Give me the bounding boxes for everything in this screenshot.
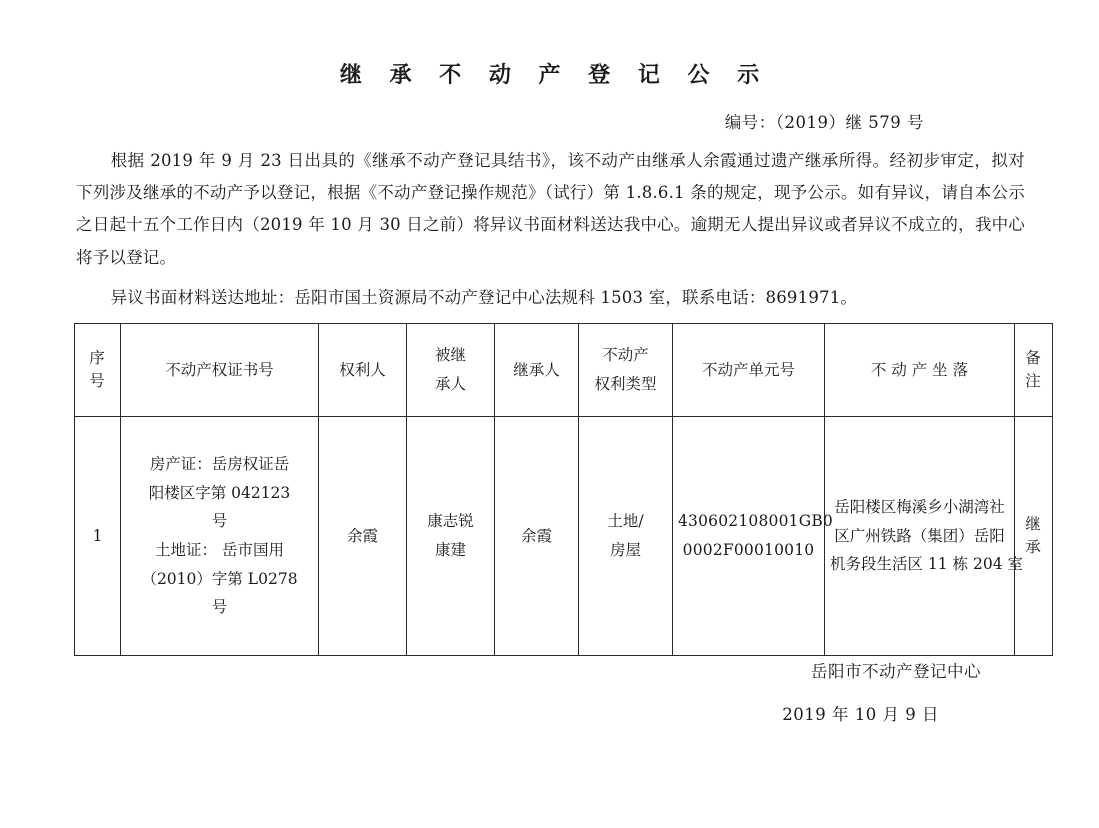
cell-cert — [121, 417, 319, 656]
cell-cert-line2: 阳楼区字第 042123 — [148, 483, 291, 502]
cell-cert-line6: 号 — [211, 598, 228, 617]
header-location-line1: 不 动 产 坐 落 — [870, 360, 969, 379]
header-location — [825, 324, 1015, 417]
cell-type-line1: 土地/ — [607, 512, 644, 531]
cell-type — [579, 417, 673, 656]
paragraph-notice: 根据 2019 年 9 月 23 日出具的《继承不动产登记具结书》，该不动产由继承人余霞通过遗产继承所得。经初步审定，拟对下列涉及继承的不动产予以登记，根据《不动产登记操作规范》（试行）第 1.8.6.1 条的规定，现予公示。如有异议，请自本公示之日起十五个工作日内（2019 年 10 月 30 日之前）将异议书面材料送达我中心。逾期无人提出异议或者异议不成立的，我中心将予以登记。 — [76, 151, 1025, 267]
cell-location-line1: 岳阳楼区梅溪乡小湖湾社 — [834, 497, 1005, 516]
header-seq-line1: 序 — [89, 348, 106, 367]
header-type-line1: 不动产 — [602, 346, 649, 365]
cell-note — [1015, 417, 1053, 656]
document-page — [0, 58, 1099, 828]
cell-inherited-line2: 康建 — [434, 541, 466, 559]
header-owner — [319, 324, 407, 417]
header-cert — [121, 324, 319, 417]
cell-location-line2: 区广州铁路（集团）岳阳 — [834, 526, 1005, 545]
signature-date: 2019 年 10 月 9 日 — [782, 705, 939, 724]
table-header-row — [75, 324, 1053, 417]
header-type — [579, 324, 673, 417]
cell-owner: 余霞 — [319, 417, 407, 656]
header-heir-line1: 继承人 — [513, 360, 560, 379]
paragraph-address: 异议书面材料送达地址：岳阳市国土资源局不动产登记中心法规科 1503 室，联系电话：8691971。 — [110, 287, 858, 307]
header-type-line2: 权利类型 — [594, 375, 657, 393]
cell-heir: 余霞 — [495, 417, 579, 656]
header-seq — [75, 324, 121, 417]
document-number: 编号：（2019）继 579 号 — [724, 113, 924, 132]
registration-table — [74, 323, 1053, 656]
cell-unit-line1: 430602108001GB0 — [678, 512, 833, 531]
header-unit-line1: 不动产单元号 — [701, 360, 795, 379]
cell-cert-line1: 房产证：岳房权证岳 — [149, 454, 290, 473]
cell-unit — [673, 417, 833, 656]
cell-unit-line2: 0002F00010010 — [682, 541, 815, 559]
header-seq-line2: 号 — [89, 372, 106, 390]
cell-note-line2: 承 — [1025, 538, 1042, 556]
header-inherited-line1: 被继 — [434, 346, 466, 365]
header-inherited-line2: 承人 — [434, 375, 466, 393]
header-note-line2: 注 — [1025, 372, 1042, 390]
cell-cert-line4: 土地证： 岳市国用 — [155, 541, 284, 559]
cell-location-line3: 机务段生活区 11 栋 204 室 — [830, 555, 1024, 574]
cell-location — [825, 417, 1024, 656]
table-row — [75, 417, 1053, 656]
signature-organization: 岳阳市不动产登记中心 — [811, 662, 981, 681]
cell-note-line1: 继 — [1025, 514, 1042, 533]
header-heir — [495, 324, 579, 417]
header-note-line1: 备 — [1025, 348, 1042, 367]
header-note — [1015, 324, 1053, 417]
cell-inherited — [407, 417, 495, 656]
page-title: 继 承 不 动 产 登 记 公 示 — [339, 62, 770, 88]
cell-seq: 1 — [75, 417, 121, 656]
header-cert-line1: 不动产权证书号 — [165, 360, 274, 379]
cell-cert-line5: （2010）字第 L0278 — [141, 569, 298, 588]
header-owner-line1: 权利人 — [339, 360, 386, 379]
header-unit — [673, 324, 825, 417]
cell-cert-line3: 号 — [211, 512, 228, 531]
cell-inherited-line1: 康志锐 — [427, 512, 474, 531]
cell-type-line2: 房屋 — [609, 541, 641, 559]
header-inherited — [407, 324, 495, 417]
